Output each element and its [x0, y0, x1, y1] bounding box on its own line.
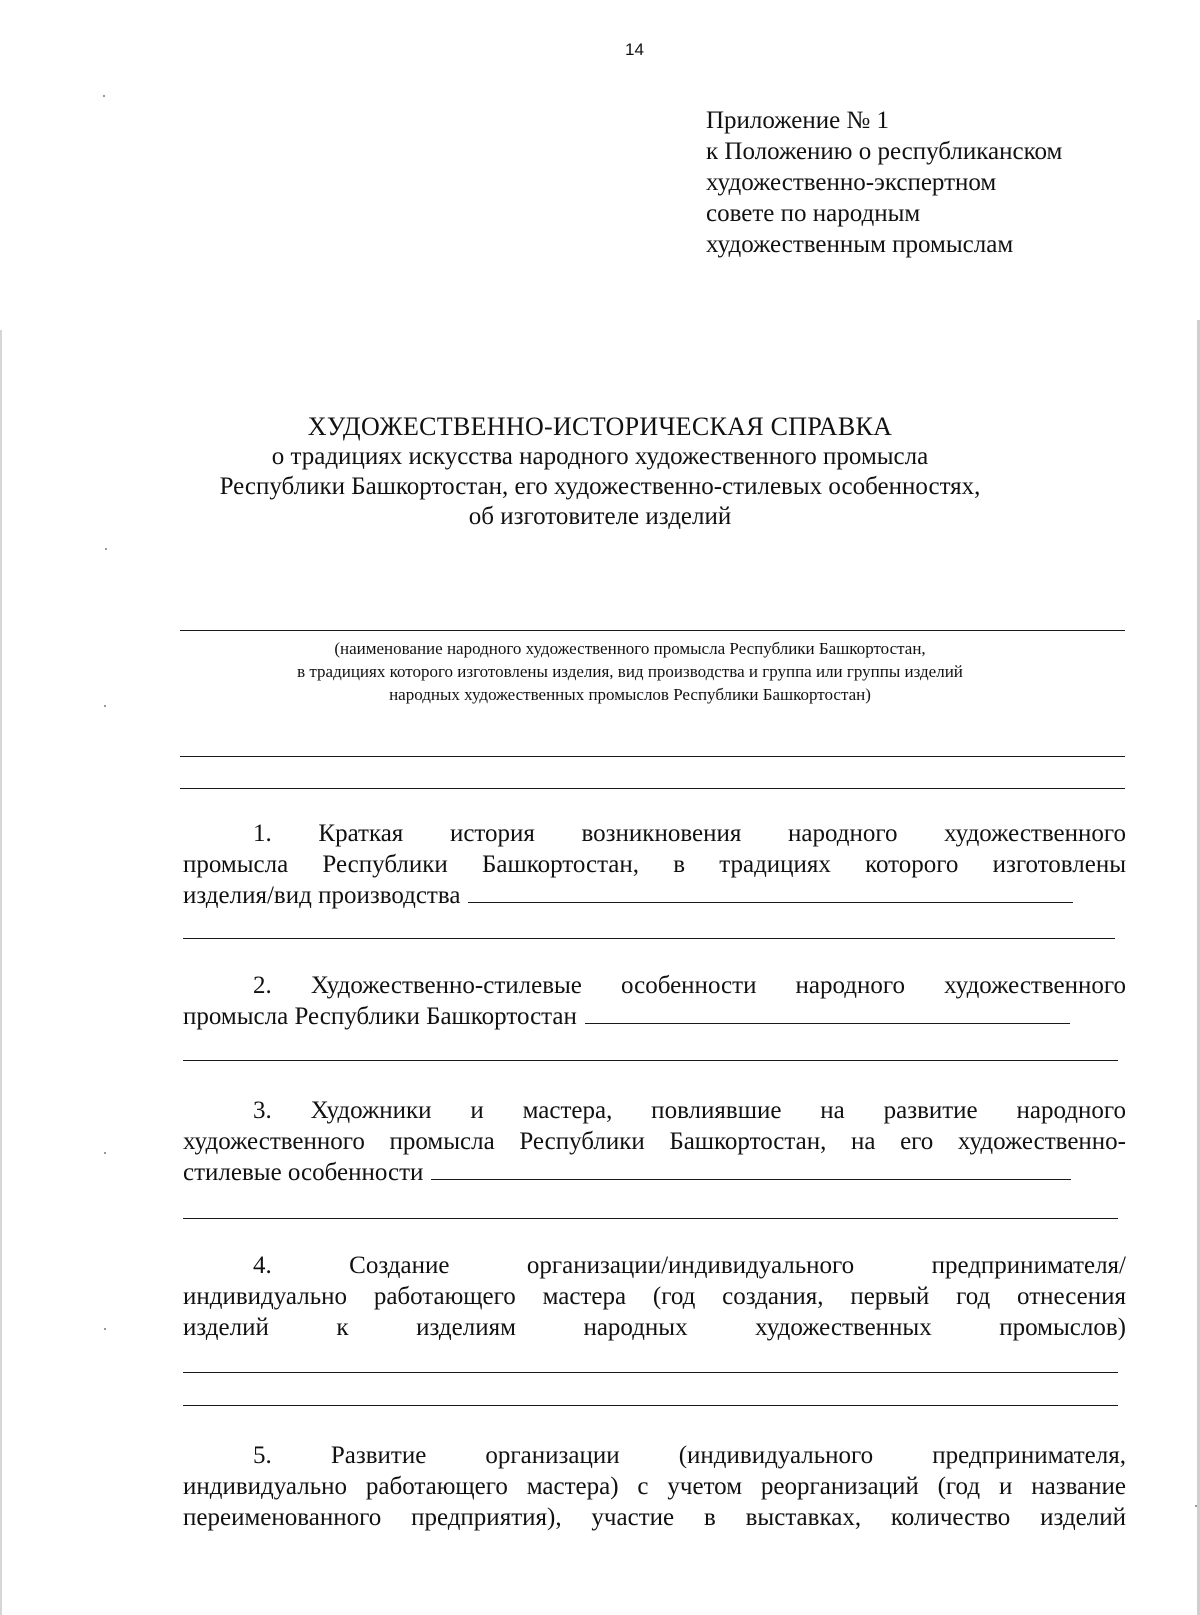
caption-line: в традициях которого изготовлены изделия, вид производства и группа или группы изделий	[297, 662, 963, 681]
appendix-line: Приложение № 1	[706, 107, 890, 134]
section-2	[183, 970, 1126, 1032]
document-title: ХУДОЖЕСТВЕННО-ИСТОРИЧЕСКАЯ СПРАВКА	[307, 412, 893, 441]
fill-in-line	[180, 788, 1125, 789]
section-1	[183, 818, 1126, 911]
section-4	[183, 1250, 1126, 1343]
section-line: изделий к изделиям народных художественных промыслов)	[183, 1314, 1126, 1341]
fill-in-line	[183, 1372, 1118, 1373]
scan-speck	[105, 548, 107, 550]
scan-speck	[1195, 1505, 1197, 1507]
appendix-line: совете по народным	[706, 200, 921, 227]
section-line: промысла Республики Башкортостан, в традициях которого изготовлены	[183, 851, 1126, 878]
appendix-reference	[706, 105, 1062, 260]
section-line: 4. Создание организации/индивидуального предпринимателя/	[253, 1252, 1126, 1279]
craft-name-caption	[180, 637, 1080, 706]
section-line: 2. Художественно-стилевые особенности народного художественного	[253, 972, 1126, 999]
section-line: промысла Республики Башкортостан	[183, 1001, 1126, 1032]
fill-in-line	[183, 1218, 1118, 1219]
section-line: 3. Художники и мастера, повлиявшие на развитие народного	[253, 1097, 1126, 1124]
section-line: изделия/вид производства	[183, 880, 1126, 911]
section-line: 1. Краткая история возникновения народного художественного	[253, 820, 1126, 847]
section-line: стилевые особенности	[183, 1157, 1126, 1188]
scan-speck	[104, 1328, 106, 1330]
caption-line: (наименование народного художественного промысла Республики Башкортостан,	[334, 639, 926, 658]
caption-line: народных художественных промыслов Республики Башкортостан)	[389, 685, 871, 704]
section-3	[183, 1095, 1126, 1188]
section-5	[183, 1440, 1126, 1533]
appendix-line: к Положению о республиканском	[706, 138, 1063, 165]
document-subtitle-line: об изготовителе изделий	[468, 503, 732, 530]
section-line: переименованного предприятия), участие в выставках, количество изделий	[183, 1504, 1126, 1531]
section-line: 5. Развитие организации (индивидуального предпринимателя,	[253, 1442, 1126, 1469]
fill-in-blank	[431, 1178, 1071, 1180]
scan-edge-left	[0, 330, 2, 1615]
appendix-line: художественным промыслам	[706, 231, 1014, 258]
fill-in-line	[183, 1060, 1118, 1061]
document-subtitle-line: о традициях искусства народного художественного промысла	[271, 443, 929, 470]
fill-in-blank	[468, 901, 1073, 903]
document-heading	[150, 412, 1050, 532]
document-subtitle-line: Республики Башкортостан, его художественно-стилевых особенностях,	[219, 473, 981, 500]
scan-speck	[104, 1152, 106, 1154]
page-number: 14	[625, 40, 644, 59]
fill-in-line	[183, 1405, 1118, 1406]
scan-speck	[104, 705, 106, 707]
fill-in-blank	[585, 1022, 1070, 1024]
fill-in-line	[183, 938, 1115, 939]
fill-in-line-craft-name	[180, 630, 1125, 631]
fill-in-line	[180, 756, 1125, 757]
section-line: индивидуально работающего мастера) с учетом реорганизаций (год и название	[183, 1473, 1126, 1500]
section-line: художественного промысла Республики Башкортостан, на его художественно-	[183, 1128, 1126, 1155]
scan-speck	[103, 95, 105, 97]
section-line: индивидуально работающего мастера (год создания, первый год отнесения	[183, 1283, 1126, 1310]
appendix-line: художественно-экспертном	[706, 169, 997, 196]
